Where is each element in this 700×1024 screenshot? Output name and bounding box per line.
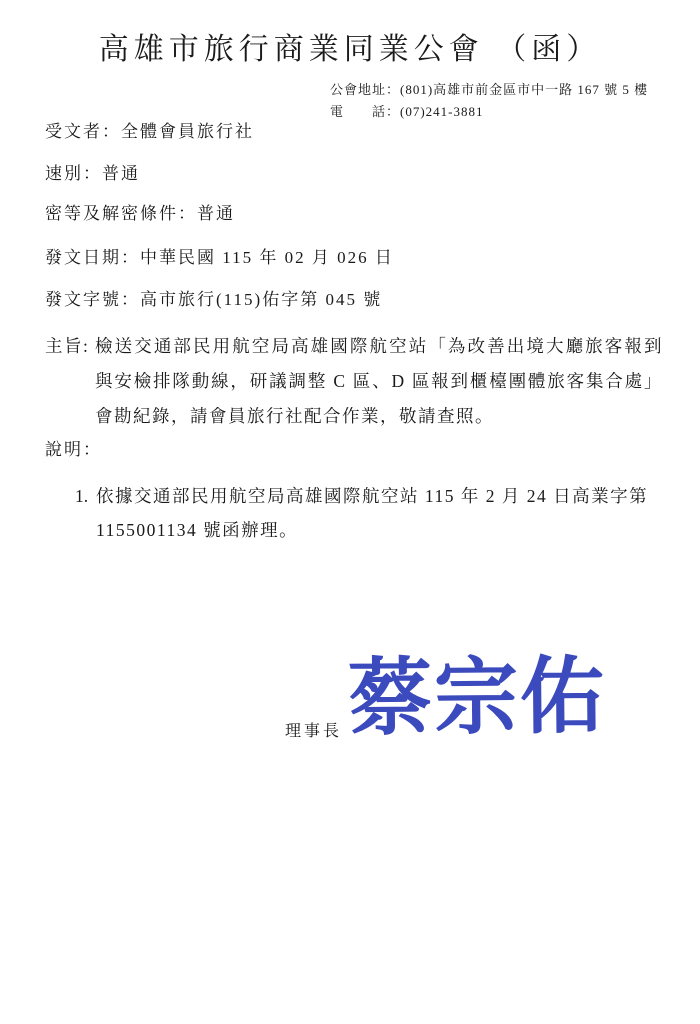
explanation-label: 說明： [45, 440, 102, 459]
contact-block [330, 79, 648, 123]
association-address-line: 公會地址：(801)高雄市前金區市中一路 167 號 5 樓 [330, 82, 649, 97]
association-phone-line: 電 話：(07)241-3881 [330, 104, 484, 119]
recipient-line: 受文者：全體會員旅行社 [45, 122, 254, 141]
chairman-title: 理事長 [285, 723, 343, 740]
issue-date-line: 發文日期：中華民國 115 年 02 月 026 日 [45, 248, 394, 267]
explanation-item-1 [75, 479, 670, 547]
subject-section [45, 329, 663, 434]
signature-block [0, 640, 700, 780]
speed-class-line: 速別：普通 [45, 164, 140, 183]
subject-text: 檢送交通部民用航空局高雄國際航空站「為改善出境大廳旅客報到與安檢排隊動線，研議調整 C 區、D 區報到櫃檯團體旅客集合處」會勘紀錄，請會員旅行社配合作業，敬請查照。 [95, 336, 663, 426]
chairman-signature: 蔡宗佑 [347, 650, 607, 747]
subject-label: 主旨: [45, 336, 90, 356]
item-number: 1. [75, 486, 89, 506]
reference-number-line: 發文字號：高市旅行(115)佑字第 045 號 [45, 290, 383, 309]
document-title: 高雄市旅行商業同業公會 （函） [98, 33, 602, 66]
item-text: 依據交通部民用航空局高雄國際航空站 115 年 2 月 24 日高業字第 1155001134 號函辦理。 [96, 486, 649, 540]
security-class-line: 密等及解密條件：普通 [45, 204, 235, 223]
